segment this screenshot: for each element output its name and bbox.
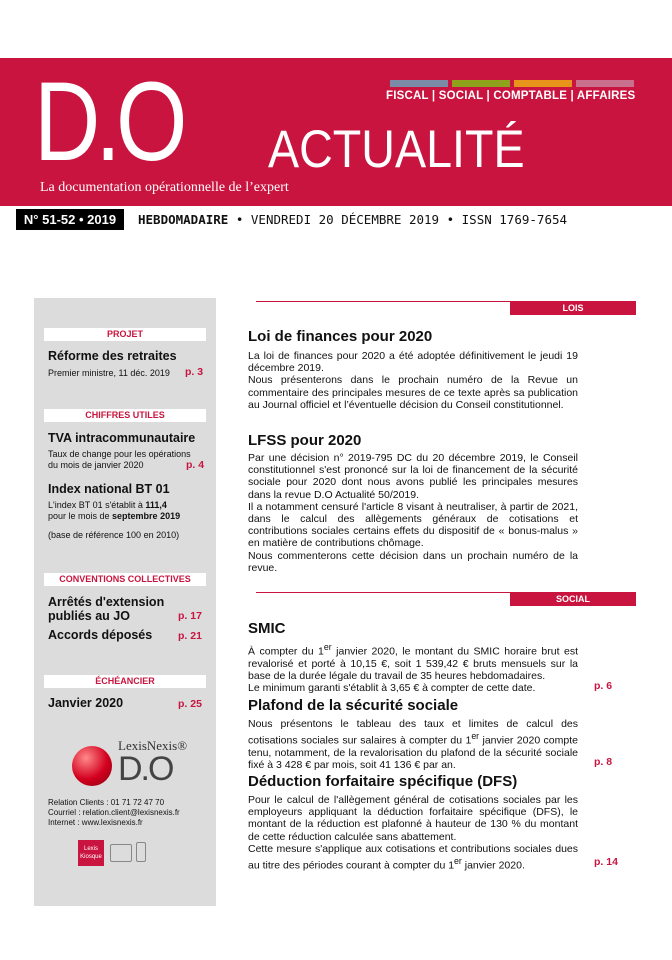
article-title[interactable]: Déduction forfaitaire spécifique (DFS) bbox=[248, 773, 518, 790]
page-reference[interactable]: p. 3 bbox=[185, 366, 204, 378]
bt-value: 111,4 bbox=[145, 500, 167, 510]
bt-text: L'index BT 01 s'établit à bbox=[48, 500, 146, 510]
section-tabs-label: FISCAL | SOCIAL | COMPTABLE | AFFAIRES bbox=[386, 90, 636, 102]
sidebar-heading-chiffres-utiles: CHIFFRES UTILES bbox=[44, 409, 206, 422]
section-color-tabs bbox=[390, 80, 634, 87]
sidebar-item-detail: Taux de change pour les opérations bbox=[48, 449, 191, 459]
article-superscript: er bbox=[454, 856, 462, 867]
tagline: La documentation opérationnelle de l’expert bbox=[40, 180, 289, 195]
color-tab-comptable bbox=[514, 80, 572, 87]
sidebar-item-title[interactable]: TVA intracommunautaire bbox=[48, 431, 196, 445]
article-body bbox=[248, 718, 578, 771]
article-body: La loi de finances pour 2020 a été adoptée définitivement le jeudi 19 décembre 2019. Nous présenterons dans le prochain numéro de la Revue un commentaire des principales mesures de ce texte après sa publication au Journal officiel et l’éventuelle décision du Conseil constitutionnel. bbox=[248, 350, 578, 411]
sidebar-item-title[interactable]: Accords déposés bbox=[48, 628, 153, 642]
section-tag-social: SOCIAL bbox=[510, 592, 636, 606]
issue-separator: • bbox=[235, 212, 244, 227]
color-tab-social bbox=[452, 80, 510, 87]
page-reference[interactable]: p. 25 bbox=[178, 698, 202, 710]
sidebar-item-title[interactable]: Index national BT 01 bbox=[48, 482, 170, 496]
issue-date: VENDREDI 20 DÉCEMBRE 2019 bbox=[250, 212, 440, 227]
sidebar-item-title[interactable]: Janvier 2020 bbox=[48, 696, 124, 710]
sidebar-item-title[interactable]: Réforme des retraites bbox=[48, 349, 177, 363]
sidebar-heading-projet: PROJET bbox=[44, 328, 206, 341]
page-reference[interactable]: p. 14 bbox=[594, 856, 618, 868]
article-title[interactable]: SMIC bbox=[248, 620, 286, 637]
article-text: Nous présentons le tableau des taux et limites de calcul des cotisations sociales sur salaires à compter du 1 bbox=[248, 718, 578, 747]
lexisnexis-wordmark: LexisNexis® bbox=[118, 738, 188, 753]
contact-info bbox=[48, 798, 180, 828]
logo-do: D.O bbox=[34, 59, 183, 184]
article-text: janvier 2020 compte tenu, notamment, de la revalorisation du plafond de la sécurité sociale fixé à 3 428 € par mois, soit 41 136 € par an. bbox=[248, 734, 578, 772]
lexisnexis-ball-icon bbox=[72, 746, 112, 786]
page-reference[interactable]: p. 21 bbox=[178, 630, 202, 642]
page-reference[interactable]: p. 17 bbox=[178, 610, 202, 622]
section-tag-lois: LOIS bbox=[510, 301, 636, 315]
article-body bbox=[248, 794, 578, 872]
sidebar-item-detail: (base de référence 100 en 2010) bbox=[48, 530, 180, 540]
issue-number-badge: N° 51-52 • 2019 bbox=[16, 209, 124, 230]
article-title[interactable]: LFSS pour 2020 bbox=[248, 432, 362, 449]
page-reference[interactable]: p. 4 bbox=[186, 459, 205, 471]
sidebar-item-detail: du mois de janvier 2020 bbox=[48, 460, 144, 470]
bt-text: pour le mois de bbox=[48, 511, 113, 521]
do-wordmark: D.O bbox=[118, 750, 173, 788]
color-tab-fiscal bbox=[390, 80, 448, 87]
kiosque-label: Lexis Kiosque bbox=[78, 840, 104, 866]
color-tab-affaires bbox=[576, 80, 634, 87]
article-title[interactable]: Plafond de la sécurité sociale bbox=[248, 697, 459, 714]
issue-frequency: HEBDOMADAIRE bbox=[138, 212, 229, 227]
article-body: Par une décision n° 2019-795 DC du 20 décembre 2019, le Conseil constitutionnel s'est prononcé sur la loi de financement de la sécurité sociale pour 2020 dont nous avons publié les principales mesures dans la revue D.O Actualité 50/2019. Il a notamment censuré l'article 8 visant à neutraliser, à partir de 2021, dans le calcul des allègements généraux de cotisations et contributions sociales certains effets du dispositif de « bonus-malus » en matière de contributions chômage. Nous commenterons cette décision dans un prochain numéro de la revue. bbox=[248, 452, 578, 574]
logo-actualite: ACTUALITÉ bbox=[268, 120, 525, 179]
article-superscript: er bbox=[323, 642, 332, 652]
issue-info-line bbox=[138, 211, 567, 229]
lexis-kiosque-badge[interactable] bbox=[78, 840, 158, 866]
page-reference[interactable]: p. 6 bbox=[594, 680, 613, 692]
issue-issn: ISSN 1769-7654 bbox=[461, 212, 568, 227]
sidebar-item-detail: Premier ministre, 11 déc. 2019 bbox=[48, 368, 170, 378]
article-body bbox=[248, 641, 578, 694]
phone-icon bbox=[136, 842, 146, 862]
issue-separator: • bbox=[446, 212, 455, 227]
contact-email[interactable]: Courriel : relation.client@lexisnexis.fr bbox=[48, 808, 180, 817]
sidebar-item-detail bbox=[48, 511, 180, 522]
article-text: janvier 2020, le montant du SMIC horaire brut est revalorisé et porté à 10,15 €, soit 1 539,42 € bruts mensuels sur la base de la durée légale du travail de 35 heures hebdomadaires. Le minimum garanti s'établit à 3,65 € à compter de cette date. bbox=[248, 645, 578, 695]
article-title[interactable]: Loi de finances pour 2020 bbox=[248, 328, 433, 345]
sidebar-item-title[interactable]: Arrêtés d'extension bbox=[48, 595, 165, 609]
lexisnexis-logo bbox=[72, 738, 212, 790]
sidebar-item-detail bbox=[48, 500, 167, 511]
article-superscript: er bbox=[471, 731, 480, 742]
contact-phone: Relation Clients : 01 71 72 47 70 bbox=[48, 798, 165, 807]
article-text: janvier 2020. bbox=[461, 859, 525, 872]
article-text: À compter du 1 bbox=[248, 645, 324, 658]
sidebar-heading-conventions: CONVENTIONS COLLECTIVES bbox=[44, 573, 206, 586]
sidebar-heading-echeancier: ÉCHÉANCIER bbox=[44, 675, 206, 688]
bt-month: septembre 2019 bbox=[112, 511, 181, 521]
tablet-icon bbox=[110, 844, 132, 862]
page-reference[interactable]: p. 8 bbox=[594, 756, 613, 768]
contact-website[interactable]: Internet : www.lexisnexis.fr bbox=[48, 818, 143, 827]
sidebar-item-title[interactable]: publiés au JO bbox=[48, 609, 130, 623]
article-text: Pour le calcul de l'allègement général de cotisations sociales par les employeurs appliquant la déduction forfaitaire spécifique (DFS), le montant de la réduction est plafonné à hauteur de 130 % du montant de cette réduction calculée sans abattement. Cette mesure s'applique aux cotisations et contributions sociales dues au titre des périodes courant à compter du 1 bbox=[248, 794, 578, 872]
